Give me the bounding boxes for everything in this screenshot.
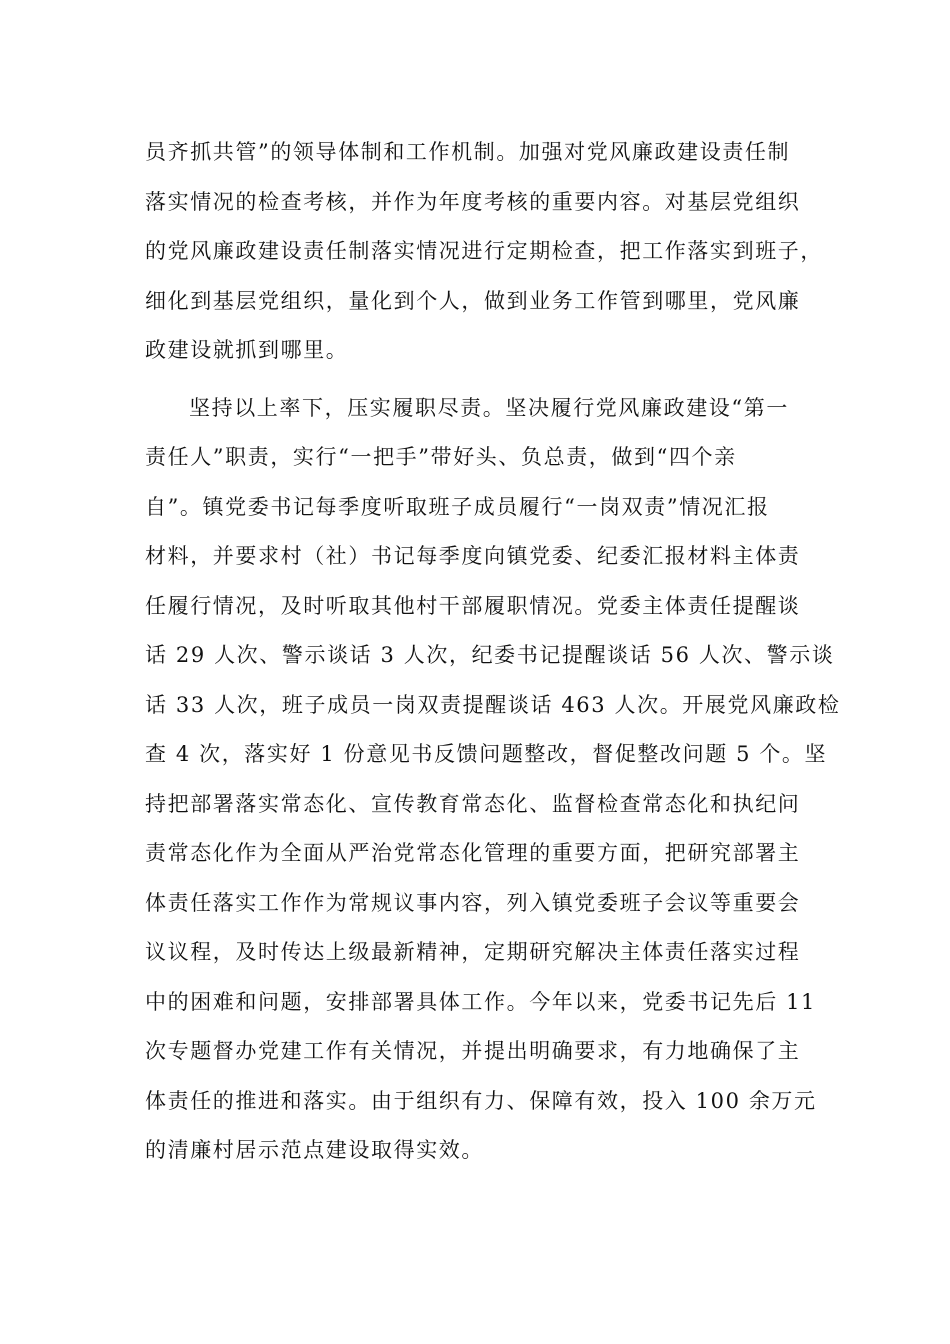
text-line: 责任人”职责，实行“一把手”带好头、负总责，做到“四个亲: [145, 445, 737, 469]
text-line: 话 29 人次、警示谈话 3 人次，纪委书记提醒谈话 56 人次、警示谈: [145, 643, 835, 667]
text-line: 中的困难和问题，安排部署具体工作。今年以来，党委书记先后 11: [145, 989, 816, 1014]
text-line: 持把部署落实常态化、宣传教育常态化、监督检查常态化和执纪问: [145, 791, 801, 816]
text-line: 政建设就抓到哪里。: [145, 338, 349, 362]
text-line: 自”。镇党委书记每季度听取班子成员履行“一岗双责”情况汇报: [145, 494, 770, 519]
text-line: 体责任的推进和落实。由于组织有力、保障有效，投入 100 余万元: [145, 1088, 817, 1113]
text-line: 材料，并要求村（社）书记每季度向镇党委、纪委汇报材料主体责: [145, 544, 801, 568]
text-line: 的党风廉政建设责任制落实情况进行定期检查，把工作落实到班子，: [145, 239, 823, 263]
text-line: 查 4 次，落实好 1 份意见书反馈问题整改，督促整改问题 5 个。坚: [145, 742, 828, 766]
text-line: 责常态化作为全面从严治党常态化管理的重要方面，把研究部署主: [145, 841, 801, 865]
text-line: 员齐抓共管”的领导体制和工作机制。加强对党风廉政建设责任制: [145, 140, 791, 164]
text-line: 落实情况的检查考核，并作为年度考核的重要内容。对基层党组织: [145, 189, 801, 214]
paragraph-2: [145, 384, 841, 1176]
text-line: 坚持以上率下，压实履职尽责。坚决履行党风廉政建设“第一: [189, 395, 789, 420]
text-line: 任履行情况，及时听取其他村干部履职情况。党委主体责任提醒谈: [145, 593, 801, 618]
text-line: 细化到基层党组织，量化到个人，做到业务工作管到哪里，党风廉: [145, 288, 801, 313]
text-line: 次专题督办党建工作有关情况，并提出明确要求，有力地确保了主: [145, 1039, 801, 1063]
text-line: 议议程，及时传达上级最新精神，定期研究解决主体责任落实过程: [145, 940, 801, 964]
text-line: 话 33 人次，班子成员一岗双责提醒谈话 463 人次。开展党风廉政检: [145, 692, 841, 717]
paragraph-1: [145, 128, 825, 376]
text-line: 的清廉村居示范点建设取得实效。: [145, 1138, 484, 1162]
paragraph-gap: [145, 376, 825, 384]
document-body: [145, 128, 841, 1176]
text-line: 体责任落实工作作为常规议事内容，列入镇党委班子会议等重要会: [145, 890, 801, 915]
